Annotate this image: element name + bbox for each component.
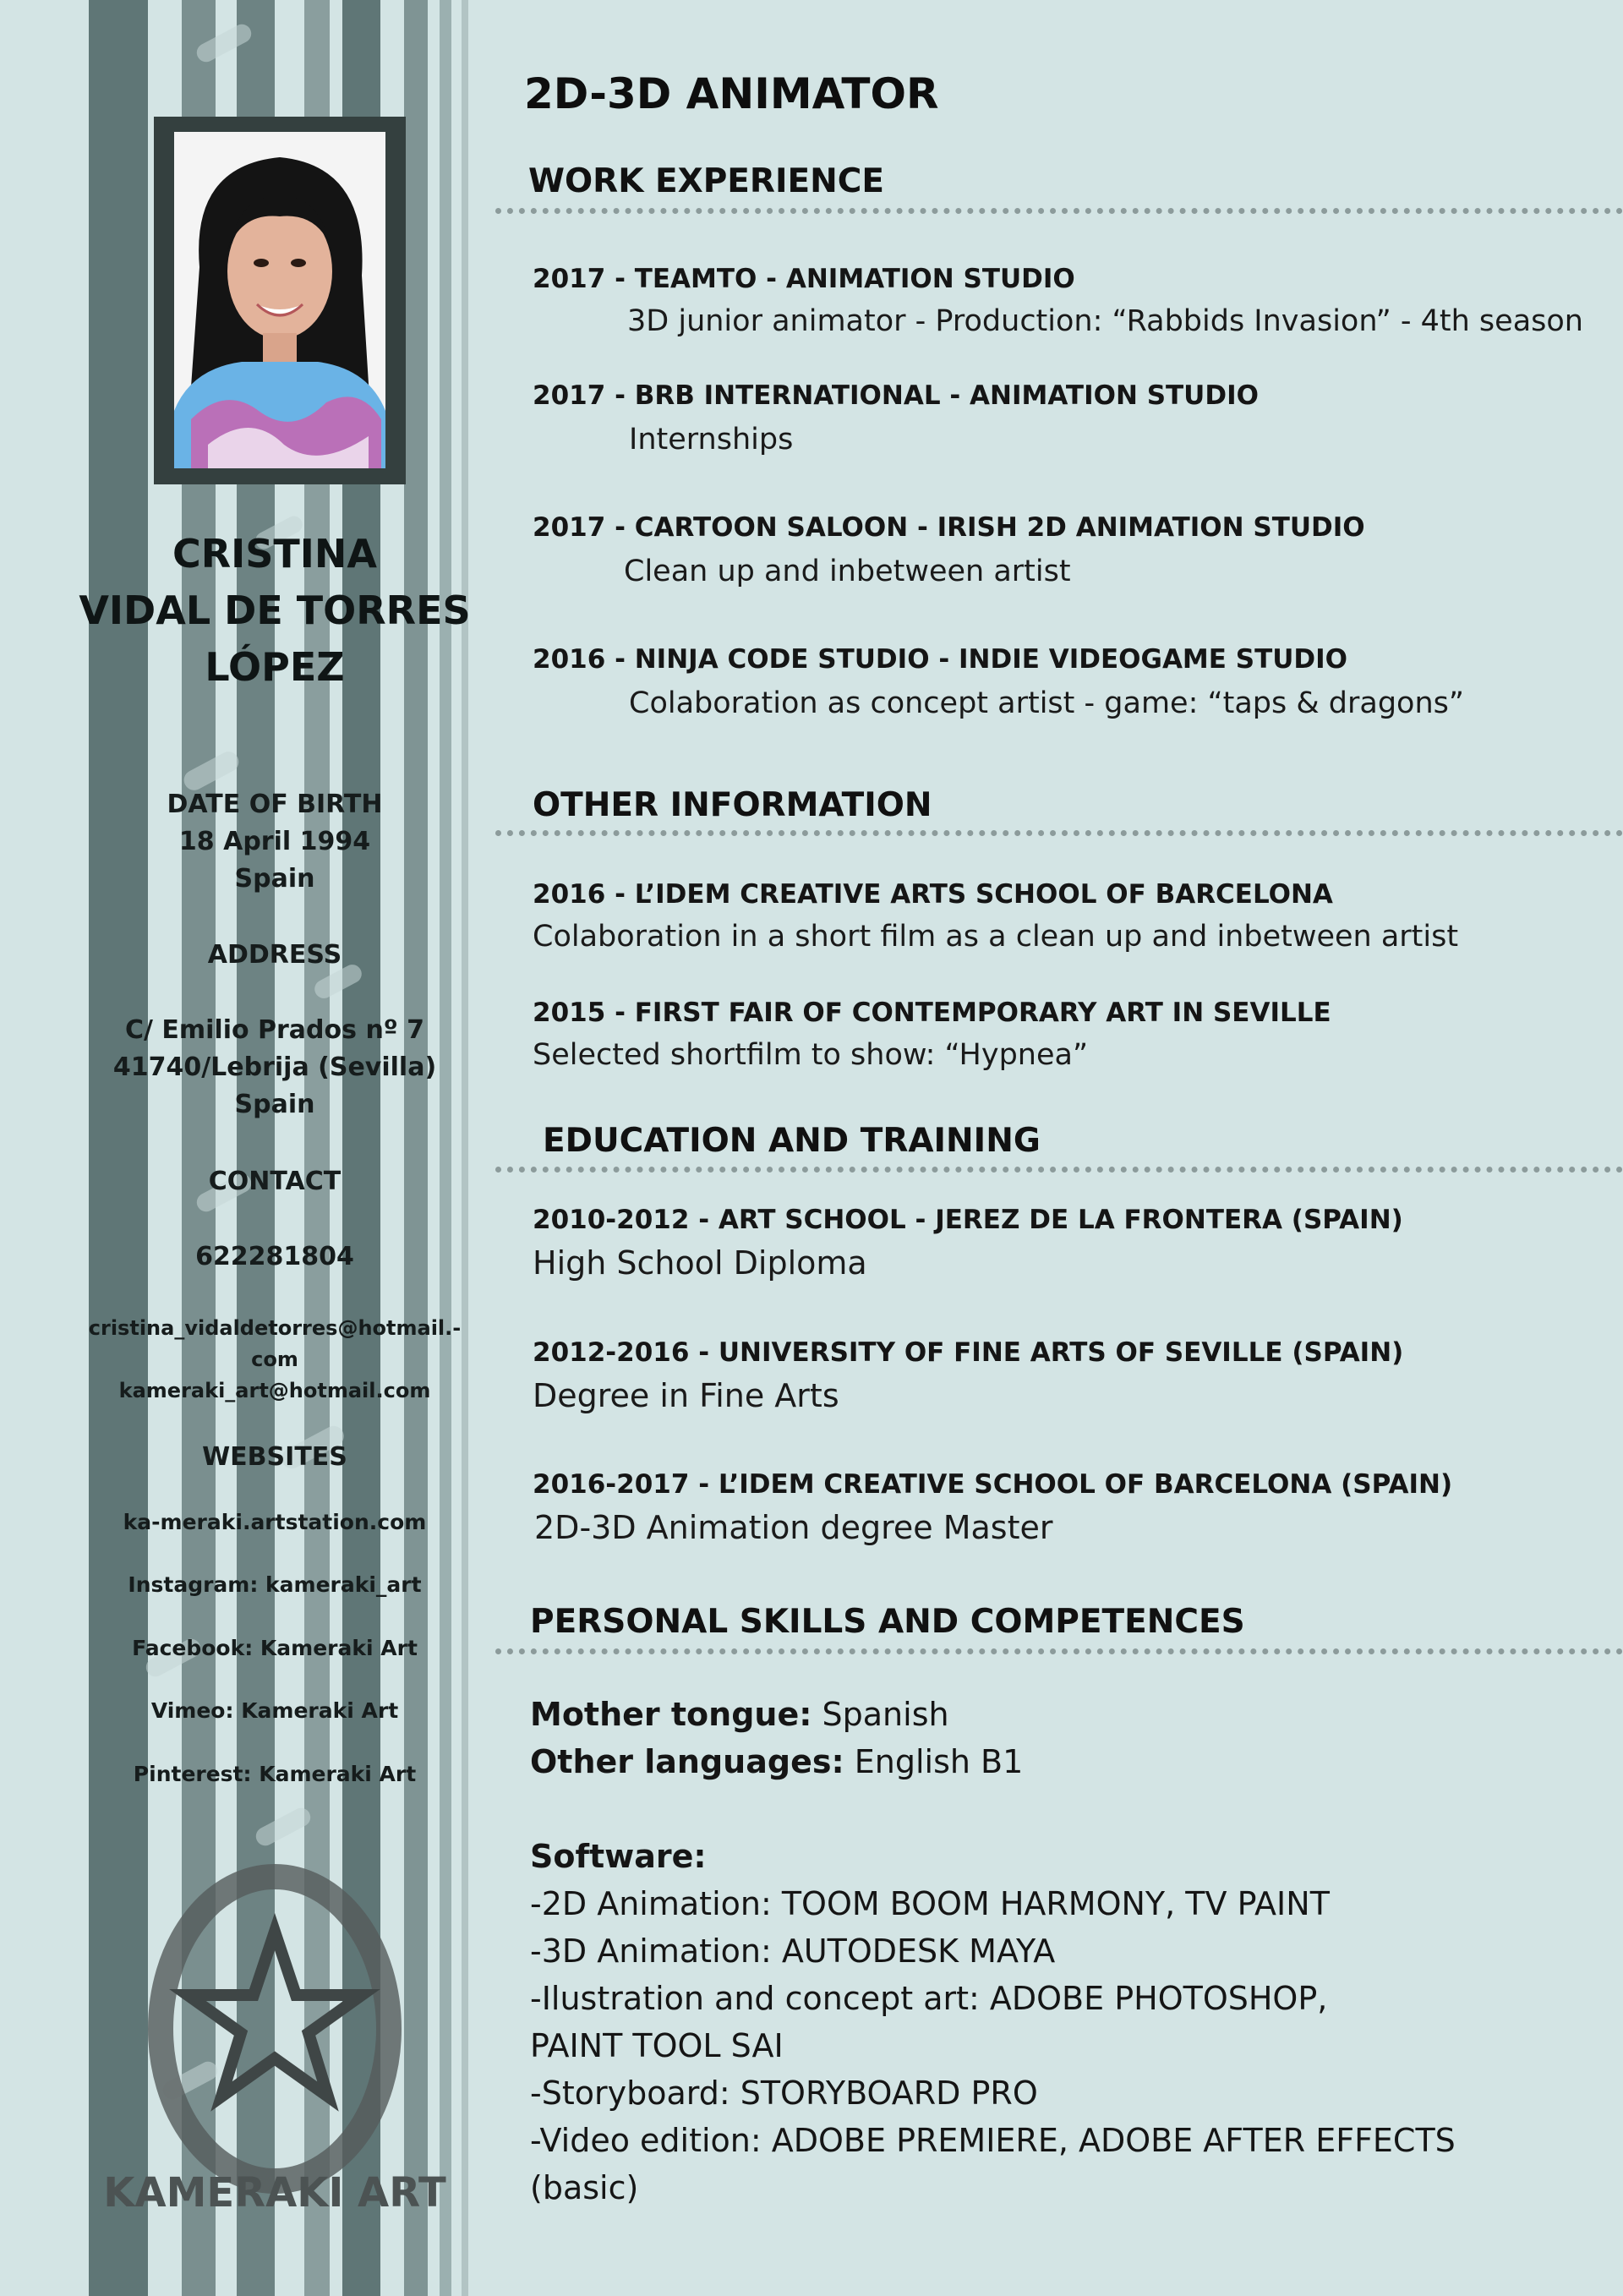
- name-line: CRISTINA: [172, 531, 378, 577]
- email-block: [76, 1313, 473, 1407]
- contact-label: CONTACT: [208, 1167, 342, 1196]
- kameraki-logo: [103, 1868, 446, 2223]
- other-entry-head: 2015 - FIRST FAIR OF CONTEMPORARY ART IN SEVILLE: [533, 998, 1331, 1028]
- email-link[interactable]: kameraki_art@hotmail.com: [118, 1379, 431, 1402]
- software-line: -Storyboard: STORYBOARD PRO: [530, 2075, 1038, 2112]
- logo-text: KAMERAKI ART: [103, 2169, 446, 2217]
- website-link[interactable]: Instagram: kameraki_art: [128, 1572, 422, 1597]
- mother-tongue-label: Mother tongue:: [530, 1696, 812, 1733]
- other-entry-head: 2016 - L’IDEM CREATIVE ARTS SCHOOL OF BARCELONA: [533, 879, 1333, 910]
- dob-block: [76, 786, 473, 898]
- mother-tongue-value: Spanish: [822, 1696, 949, 1733]
- section-divider: [495, 1167, 1623, 1173]
- sidebar-stripe: [89, 0, 148, 2296]
- other-languages-row: [530, 1738, 1587, 1785]
- section-title-other: OTHER INFORMATION: [533, 786, 932, 824]
- section-divider: [495, 208, 1623, 214]
- sidebar-stripe: [404, 0, 428, 2296]
- work-entry-sub: Clean up and inbetween artist: [624, 555, 1071, 588]
- website-link[interactable]: Vimeo: Kameraki Art: [150, 1698, 399, 1723]
- software-line: -2D Animation: TOOM BOOM HARMONY, TV PAINT: [530, 1885, 1330, 1922]
- section-divider: [495, 1648, 1623, 1654]
- education-entry-head: 2016-2017 - L’IDEM CREATIVE SCHOOL OF BARCELONA (SPAIN): [533, 1469, 1453, 1500]
- skills-block: [530, 1691, 1587, 2211]
- email-link[interactable]: com: [251, 1348, 298, 1371]
- job-title: 2D-3D ANIMATOR: [524, 69, 939, 118]
- work-entry-head: 2017 - TEAMTO - ANIMATION STUDIO: [533, 264, 1075, 294]
- section-divider: [495, 830, 1623, 836]
- phone-number[interactable]: 622281804: [195, 1242, 354, 1271]
- work-entry-sub: 3D junior animator - Production: “Rabbids Invasion” - 4th season: [627, 304, 1583, 338]
- sidebar-stripe: [440, 0, 451, 2296]
- education-entry-sub: Degree in Fine Arts: [533, 1377, 839, 1414]
- address-line: Spain: [234, 1090, 315, 1119]
- work-entry-sub: Colaboration as concept artist - game: “taps & dragons”: [629, 686, 1465, 720]
- work-entry-head: 2016 - NINJA CODE STUDIO - INDIE VIDEOGAME STUDIO: [533, 644, 1348, 675]
- software-line: -3D Animation: AUTODESK MAYA: [530, 1932, 1056, 1970]
- section-title-work: WORK EXPERIENCE: [528, 162, 885, 200]
- work-entry-head: 2017 - BRB INTERNATIONAL - ANIMATION STUDIO: [533, 380, 1259, 411]
- education-entry-head: 2012-2016 - UNIVERSITY OF FINE ARTS OF SEVILLE (SPAIN): [533, 1337, 1404, 1368]
- education-entry-sub: 2D-3D Animation degree Master: [534, 1509, 1053, 1546]
- section-title-education: EDUCATION AND TRAINING: [543, 1122, 1041, 1160]
- work-entry-sub: Internships: [629, 423, 794, 456]
- other-entry-sub: Selected shortfilm to show: “Hypnea”: [533, 1038, 1089, 1072]
- other-languages-label: Other languages:: [530, 1743, 844, 1780]
- other-entry-sub: Colaboration in a short film as a clean up and inbetween artist: [533, 920, 1459, 954]
- address-line: C/ Emilio Prados nº 7: [124, 1015, 425, 1045]
- work-entry-head: 2017 - CARTOON SALOON - IRISH 2D ANIMATION STUDIO: [533, 512, 1365, 543]
- software-line: (basic): [530, 2169, 639, 2206]
- mother-tongue-row: [530, 1691, 1587, 1738]
- address-line: 41740/Lebrija (Sevilla): [112, 1052, 437, 1082]
- dob-value: 18 April 1994: [178, 827, 371, 856]
- address-block: [76, 1012, 473, 1123]
- education-entry-head: 2010-2012 - ART SCHOOL - JEREZ DE LA FRONTERA (SPAIN): [533, 1205, 1403, 1235]
- dob-label: DATE OF BIRTH: [167, 790, 383, 819]
- dob-country: Spain: [234, 864, 315, 894]
- email-link[interactable]: cristina_vidaldetorres@hotmail.-: [88, 1316, 462, 1340]
- website-link[interactable]: ka-meraki.artstation.com: [123, 1510, 427, 1534]
- software-line: PAINT TOOL SAI: [530, 2027, 784, 2064]
- name-line: VIDAL DE TORRES: [79, 588, 471, 633]
- other-languages-value: English B1: [854, 1743, 1024, 1780]
- software-label: Software:: [530, 1838, 707, 1875]
- website-link[interactable]: Pinterest: Kameraki Art: [133, 1762, 417, 1786]
- name-line: LÓPEZ: [205, 644, 345, 690]
- sidebar-stripe: [462, 0, 468, 2296]
- full-name: [76, 526, 473, 696]
- profile-photo: [154, 117, 406, 484]
- software-line: -Video edition: ADOBE PREMIERE, ADOBE AFTER EFFECTS: [530, 2122, 1456, 2159]
- website-link[interactable]: Facebook: Kameraki Art: [132, 1636, 418, 1660]
- portrait-image: [174, 132, 385, 468]
- address-label: ADDRESS: [207, 940, 342, 970]
- software-line: -Ilustration and concept art: ADOBE PHOTOSHOP,: [530, 1980, 1328, 2017]
- websites-label: WEBSITES: [202, 1442, 347, 1472]
- section-title-skills: PERSONAL SKILLS AND COMPETENCES: [530, 1603, 1245, 1641]
- education-entry-sub: High School Diploma: [533, 1244, 867, 1282]
